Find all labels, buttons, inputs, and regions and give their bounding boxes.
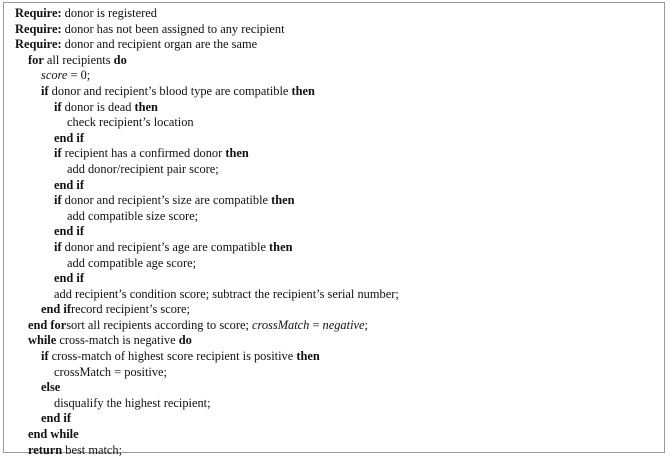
line-text: record recipient’s score; bbox=[70, 302, 190, 317]
keyword: end if bbox=[54, 271, 84, 286]
keyword: do bbox=[178, 333, 192, 348]
line-text: add compatible size score; bbox=[67, 208, 199, 223]
keyword: end if bbox=[54, 177, 84, 192]
keyword: if bbox=[41, 83, 49, 98]
keyword: if bbox=[54, 99, 62, 114]
keyword: if bbox=[41, 349, 49, 364]
algorithm-line bbox=[4, 100, 399, 116]
keyword: Require: bbox=[15, 6, 62, 20]
keyword: for bbox=[28, 52, 44, 67]
math-variable: score bbox=[41, 68, 68, 83]
line-text: donor and recipient’s size are compatible bbox=[61, 193, 272, 208]
algorithm-line bbox=[4, 411, 399, 427]
line-text: donor is registered bbox=[61, 6, 157, 20]
algorithm-line bbox=[4, 146, 399, 162]
keyword: if bbox=[54, 239, 62, 254]
algorithm-line bbox=[4, 131, 399, 147]
line-text: recipient has a confirmed donor bbox=[61, 146, 226, 161]
algorithm-line bbox=[4, 193, 399, 209]
keyword: end while bbox=[28, 427, 79, 442]
algorithm-line bbox=[4, 333, 399, 349]
keyword: end if bbox=[41, 302, 71, 317]
algorithm-listing bbox=[4, 6, 399, 458]
algorithm-line bbox=[4, 396, 399, 412]
line-text: crossMatch = positive; bbox=[54, 364, 167, 379]
algorithm-line bbox=[4, 53, 399, 69]
line-text: check recipient’s location bbox=[67, 115, 194, 130]
line-text: all recipients bbox=[43, 52, 114, 67]
algorithm-line bbox=[4, 209, 399, 225]
line-text: donor is dead bbox=[61, 99, 135, 114]
algorithm-line bbox=[4, 318, 399, 334]
line-text: = bbox=[309, 317, 323, 332]
algorithm-line bbox=[4, 256, 399, 272]
algorithm-line bbox=[4, 443, 399, 458]
keyword: then bbox=[134, 99, 158, 114]
line-text: donor has not been assigned to any recipient bbox=[61, 21, 285, 36]
algorithm-line bbox=[4, 162, 399, 178]
algorithm-line bbox=[4, 365, 399, 381]
algorithm-line bbox=[4, 178, 399, 194]
keyword: else bbox=[41, 380, 61, 395]
keyword: Require: bbox=[15, 21, 62, 36]
line-text: sort all recipients according to score; bbox=[66, 317, 252, 332]
algorithm-line bbox=[4, 271, 399, 287]
line-text: donor and recipient’s blood type are compatible bbox=[48, 83, 292, 98]
line-text: add donor/recipient pair score; bbox=[67, 161, 219, 176]
keyword: if bbox=[54, 193, 62, 208]
keyword: end for bbox=[28, 317, 67, 332]
math-variable: negative bbox=[322, 317, 365, 332]
keyword: return bbox=[28, 442, 63, 457]
line-text: add recipient’s condition score; subtract the recipient’s serial number; bbox=[54, 286, 399, 301]
keyword: if bbox=[54, 146, 62, 161]
algorithm-line bbox=[4, 6, 399, 22]
line-text: cross-match of highest score recipient is positive bbox=[48, 349, 297, 364]
keyword: Require: bbox=[15, 37, 62, 52]
keyword: then bbox=[225, 146, 249, 161]
algorithm-box bbox=[3, 2, 665, 457]
algorithm-line bbox=[4, 22, 399, 38]
algorithm-line bbox=[4, 84, 399, 100]
line-text: add compatible age score; bbox=[67, 255, 197, 270]
algorithm-line bbox=[4, 380, 399, 396]
line-text: donor and recipient’s age are compatible bbox=[61, 239, 270, 254]
line-text: cross-match is negative bbox=[56, 333, 179, 348]
algorithm-line bbox=[4, 302, 399, 318]
line-text: disqualify the highest recipient; bbox=[54, 395, 211, 410]
keyword: do bbox=[113, 52, 127, 67]
keyword: then bbox=[296, 349, 320, 364]
keyword: then bbox=[291, 83, 315, 98]
algorithm-line bbox=[4, 115, 399, 131]
keyword: end if bbox=[54, 130, 84, 145]
algorithm-line bbox=[4, 427, 399, 443]
algorithm-line bbox=[4, 37, 399, 53]
keyword: end if bbox=[41, 411, 71, 426]
line-text: = 0; bbox=[67, 68, 91, 83]
keyword: then bbox=[269, 239, 293, 254]
keyword: end if bbox=[54, 224, 84, 239]
algorithm-line bbox=[4, 349, 399, 365]
algorithm-line bbox=[4, 240, 399, 256]
line-text: best match; bbox=[62, 442, 123, 457]
math-variable: crossMatch bbox=[252, 317, 310, 332]
line-text: donor and recipient organ are the same bbox=[61, 37, 258, 52]
algorithm-line bbox=[4, 68, 399, 84]
keyword: while bbox=[28, 333, 57, 348]
algorithm-line bbox=[4, 287, 399, 303]
line-text: ; bbox=[364, 317, 368, 332]
keyword: then bbox=[271, 193, 295, 208]
algorithm-line bbox=[4, 224, 399, 240]
